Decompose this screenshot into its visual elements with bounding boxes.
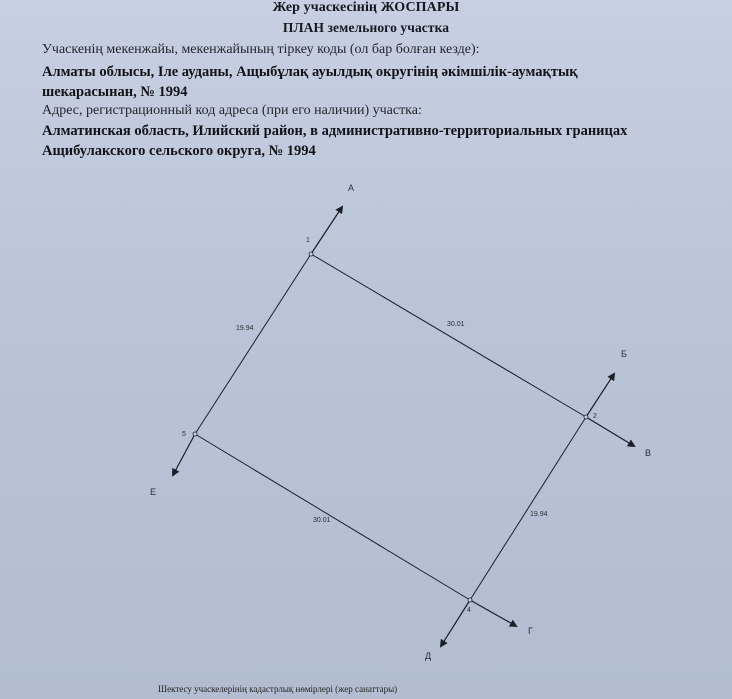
direction-label-g: Г — [528, 626, 533, 636]
boundary-side-5-1 — [195, 254, 311, 434]
boundary-side-1-2 — [311, 254, 586, 417]
plan-title-kz: Жер учаскесінің ЖОСПАРЫ — [272, 0, 460, 15]
dimension-top: 30.01 — [447, 321, 465, 328]
direction-label-d: Д — [425, 651, 432, 661]
arrow-g — [470, 600, 516, 626]
address-value-kz-line2: шекарасынан, № 1994 — [42, 84, 188, 100]
direction-label-v: В — [645, 448, 652, 458]
corner-label-4: 4 — [467, 607, 471, 614]
corner-point-4 — [468, 598, 472, 602]
arrow-e — [173, 434, 195, 475]
dimension-left: 19.94 — [236, 325, 254, 332]
footer-caption: Шектесу учаскелерінің кадастрлық нөмірлері (жер санаттары) — [158, 684, 398, 694]
arrow-a — [311, 207, 342, 254]
direction-label-a: А — [348, 183, 355, 193]
dimension-bottom: 30.01 — [313, 517, 331, 524]
arrow-b — [586, 374, 614, 417]
boundary-side-2-4 — [470, 417, 586, 600]
boundary-side-4-5 — [195, 434, 470, 600]
corner-point-2 — [584, 415, 588, 419]
direction-label-b: Б — [621, 349, 627, 359]
dimension-right: 19.94 — [530, 511, 548, 518]
corner-label-1: 1 — [306, 237, 310, 244]
address-value-ru-line1: Алматинская область, Илийский район, в административно-территориальных границах — [42, 123, 628, 139]
plan-title-ru: ПЛАН земельного участка — [282, 20, 450, 35]
corner-label-2: 2 — [593, 413, 597, 420]
address-label-ru: Адрес, регистрационный код адреса (при его наличии) участка: — [42, 103, 422, 118]
address-label-kz: Учаскенің мекенжайы, мекенжайының тіркеу коды (ол бар болған кезде): — [42, 42, 480, 57]
arrow-d — [441, 600, 470, 646]
address-value-kz-line1: Алматы облысы, Іле ауданы, Ащыбұлақ ауылдық округінің әкімшілік-аумақтық — [42, 64, 578, 80]
corner-point-5 — [193, 432, 197, 436]
arrow-v — [586, 417, 634, 446]
direction-label-e: Е — [150, 487, 157, 497]
corner-label-5: 5 — [182, 431, 186, 438]
corner-point-1 — [309, 252, 313, 256]
address-value-ru-line2: Ащибулакского сельского округа, № 1994 — [42, 143, 316, 159]
